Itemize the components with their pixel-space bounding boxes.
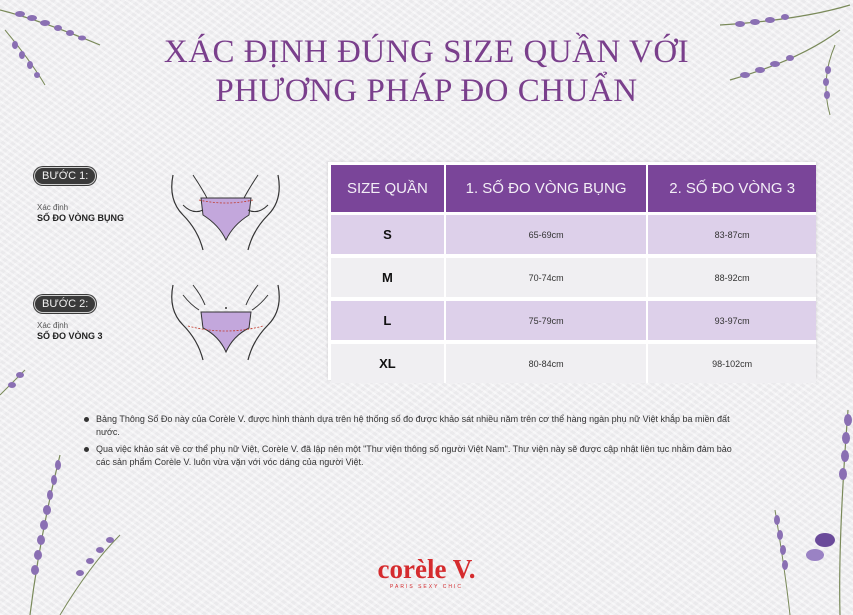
table-row [331,344,816,383]
waist-cell: 65-69cm [446,215,649,258]
step-2-label: Xác định [37,321,69,330]
step-1-title: SỐ ĐO VÒNG BỤNG [37,213,125,223]
hip-cell: 93-97cm [648,301,816,344]
size-cell: M [331,258,446,301]
note-text: Qua việc khảo sát về cơ thể phụ nữ Việt, Corèle V. đã lập nên một "Thư viện thông số người Việt Nam". Thư viện này sẽ được cập nhật liên tục nhằm đảm bảo các sản phẩm Corèle V. luôn vừa vặn với vóc dáng của người Việt. [96,444,732,467]
table-row [331,258,816,301]
waist-cell: 75-79cm [446,301,649,344]
logo-tagline: PARIS SEXY CHIC [390,584,463,590]
step-1-badge: BƯỚC 1: [34,167,96,185]
step-2-badge: BƯỚC 2: [34,295,96,313]
brand-logo [0,555,853,590]
title-line-2: PHƯƠNG PHÁP ĐO CHUẨN [215,73,638,109]
size-cell: S [331,215,446,258]
size-cell: XL [331,344,446,383]
bullet-icon [84,447,89,452]
hip-cell: 83-87cm [648,215,816,258]
header-waist: 1. SỐ ĐO VÒNG BỤNG [446,165,649,215]
bullet-icon [84,417,89,422]
waist-cell: 70-74cm [446,258,649,301]
list-item [84,413,734,439]
title-line-1: XÁC ĐỊNH ĐÚNG SIZE QUẦN VỚI [163,34,690,70]
size-cell: L [331,301,446,344]
waist-cell: 80-84cm [446,344,649,383]
step-2-title: SỐ ĐO VÒNG 3 [37,331,103,341]
list-item [84,443,734,469]
table-row [331,301,816,344]
step-1-label: Xác định [37,203,69,212]
table-row [331,215,816,258]
logo-name: corèle V. [377,554,476,584]
page-title [0,33,853,111]
header-size: SIZE QUẦN [331,165,446,215]
note-text: Bảng Thông Số Đo này của Corèle V. được hình thành dựa trên hệ thống số đo được khảo sát nhiều năm trên cơ thể hàng ngàn phụ nữ Việt khắp ba miền đất nước. [96,414,730,437]
hip-cell: 98-102cm [648,344,816,383]
size-table [328,162,816,380]
hip-measurement-illustration [163,280,288,365]
hip-cell: 88-92cm [648,258,816,301]
waist-measurement-illustration [163,170,288,255]
notes-list [84,413,734,473]
header-hip: 2. SỐ ĐO VÒNG 3 [648,165,816,215]
table-header-row [331,165,816,215]
